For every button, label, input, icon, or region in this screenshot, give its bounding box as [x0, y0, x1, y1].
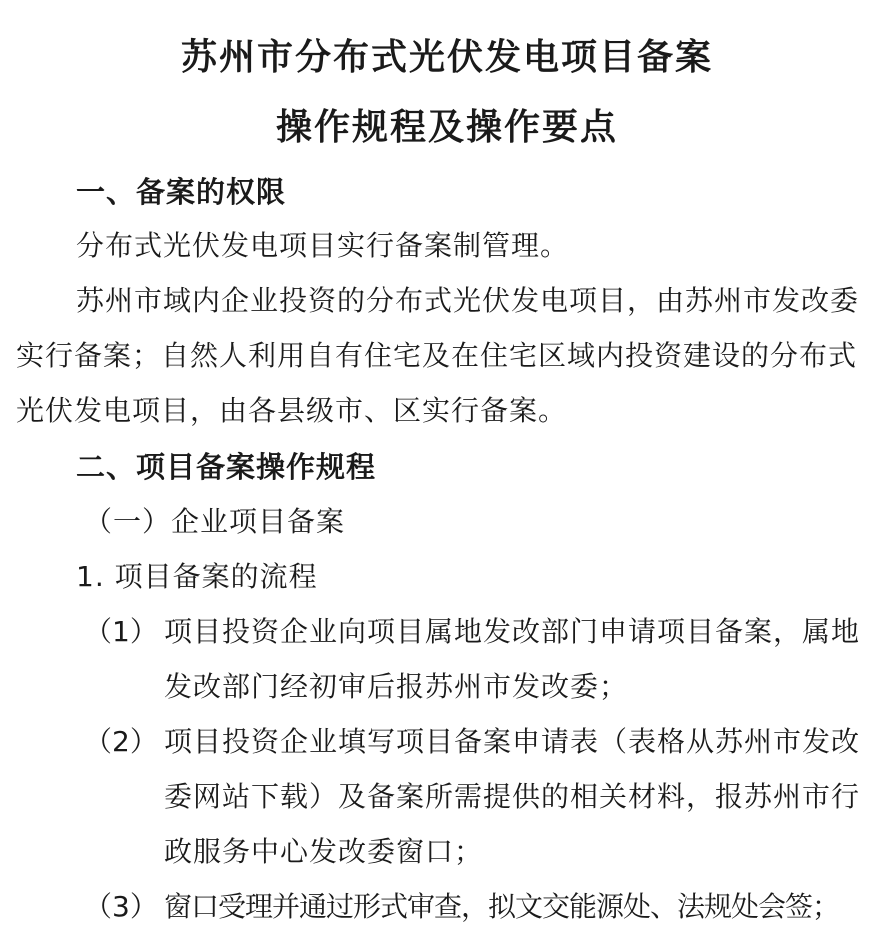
section1-paragraph2-line1: 苏州市域内企业投资的分布式光伏发电项目，由苏州市发改委	[76, 284, 860, 317]
section2-subheading: （一）企业项目备案	[84, 505, 346, 538]
step2-line3: 政服务中心发改委窗口；	[164, 835, 484, 868]
document-title-line2: 操作规程及操作要点	[275, 107, 618, 148]
step1-number: （1）	[84, 615, 158, 648]
step1-line1: 项目投资企业向项目属地发改部门申请项目备案，属地	[164, 615, 861, 648]
step1-line2: 发改部门经初审后报苏州市发改委；	[164, 670, 629, 703]
step3-line1: 窗口受理并通过形式审查，拟文交能源处、法规处会签；	[164, 890, 840, 923]
section1-paragraph2-line2: 实行备案；自然人利用自有住宅及在住宅区域内投资建设的分布式	[16, 339, 858, 372]
section1-heading: 一、备案的权限	[76, 175, 287, 209]
step3-number: （3）	[84, 890, 158, 923]
section1-paragraph1: 分布式光伏发电项目实行备案制管理。	[76, 229, 570, 262]
document-title-line1: 苏州市分布式光伏发电项目备案	[180, 37, 713, 78]
section1-paragraph2-line3: 光伏发电项目，由各县级市、区实行备案。	[16, 394, 568, 427]
section2-item1: 1. 项目备案的流程	[76, 560, 318, 593]
step2-line2: 委网站下载）及备案所需提供的相关材料，报苏州市行	[164, 780, 861, 813]
step2-number: （2）	[84, 725, 158, 758]
step2-line1: 项目投资企业填写项目备案申请表（表格从苏州市发改	[164, 725, 861, 758]
section2-heading: 二、项目备案操作规程	[76, 450, 377, 484]
